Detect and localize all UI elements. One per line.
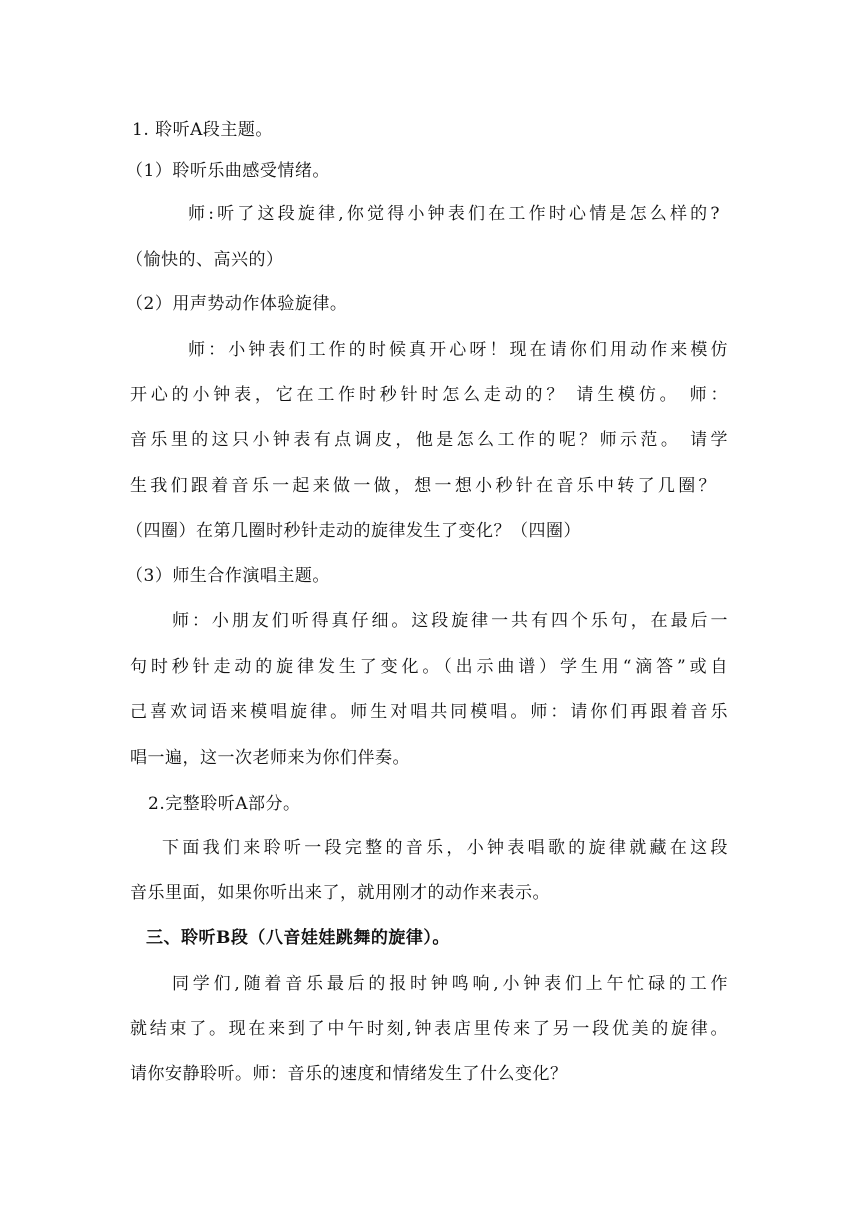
- paragraph-line: 音乐里的这只小钟表有点调皮，他是怎么工作的呢？师示范。 请学: [130, 430, 728, 450]
- paragraph-line: 下面我们来聆听一段完整的音乐，小钟表唱歌的旋律就藏在这段: [162, 838, 728, 858]
- paragraph-line: 音乐里面，如果你听出来了，就用刚才的动作来表示。: [130, 883, 550, 903]
- paragraph-line: 师:听了这段旋律,你觉得小钟表们在工作时心情是怎么样的?: [188, 204, 720, 224]
- paragraph-line: 开心的小钟表，它在工作时秒针时怎么走动的？ 请生模仿。 师：: [130, 385, 728, 405]
- paragraph-line: 己喜欢词语来模唱旋律。师生对唱共同模唱。师：请你们再跟着音乐: [130, 702, 728, 722]
- paragraph-line: 师：小钟表们工作的时候真开心呀！现在请你们用动作来模仿: [188, 340, 728, 360]
- subheading-body-movement: （2）用声势动作体验旋律。: [126, 294, 348, 314]
- heading-full-listen-a: 2.完整聆听A部分。: [148, 794, 301, 814]
- paragraph-line: 师：小朋友们听得真仔细。这段旋律一共有四个乐句，在最后一: [172, 611, 728, 631]
- paragraph-line: 就结束了。现在来到了中午时刻,钟表店里传来了另一段优美的旋律。: [130, 1019, 728, 1039]
- paragraph-line: 同学们,随着音乐最后的报时钟鸣响,小钟表们上午忙碌的工作: [172, 974, 728, 994]
- subheading-sing-together: （3）师生合作演唱主题。: [126, 566, 330, 586]
- paragraph-line: 唱一遍，这一次老师来为你们伴奏。: [130, 748, 410, 768]
- heading-listen-a-theme: 1. 聆听A段主题。: [132, 120, 273, 140]
- paragraph-line: （四圈）在第几圈时秒针走动的旋律发生了变化？（四圈）: [126, 521, 581, 541]
- paragraph-line: 生我们跟着音乐一起来做一做，想一想小秒针在音乐中转了几圈？: [130, 476, 716, 496]
- subheading-feel-emotion: （1）聆听乐曲感受情绪。: [126, 161, 330, 181]
- paragraph-line: （愉快的、高兴的）: [126, 250, 284, 270]
- paragraph-line: 句时秒针走动的旋律发生了变化。（出示曲谱）学生用“滴答”或自: [130, 657, 728, 677]
- paragraph-line: 请你安静聆听。师：音乐的速度和情绪发生了什么变化？: [130, 1064, 568, 1084]
- section-heading-listen-b: 三、聆听B段（八音娃娃跳舞的旋律）。: [146, 928, 450, 948]
